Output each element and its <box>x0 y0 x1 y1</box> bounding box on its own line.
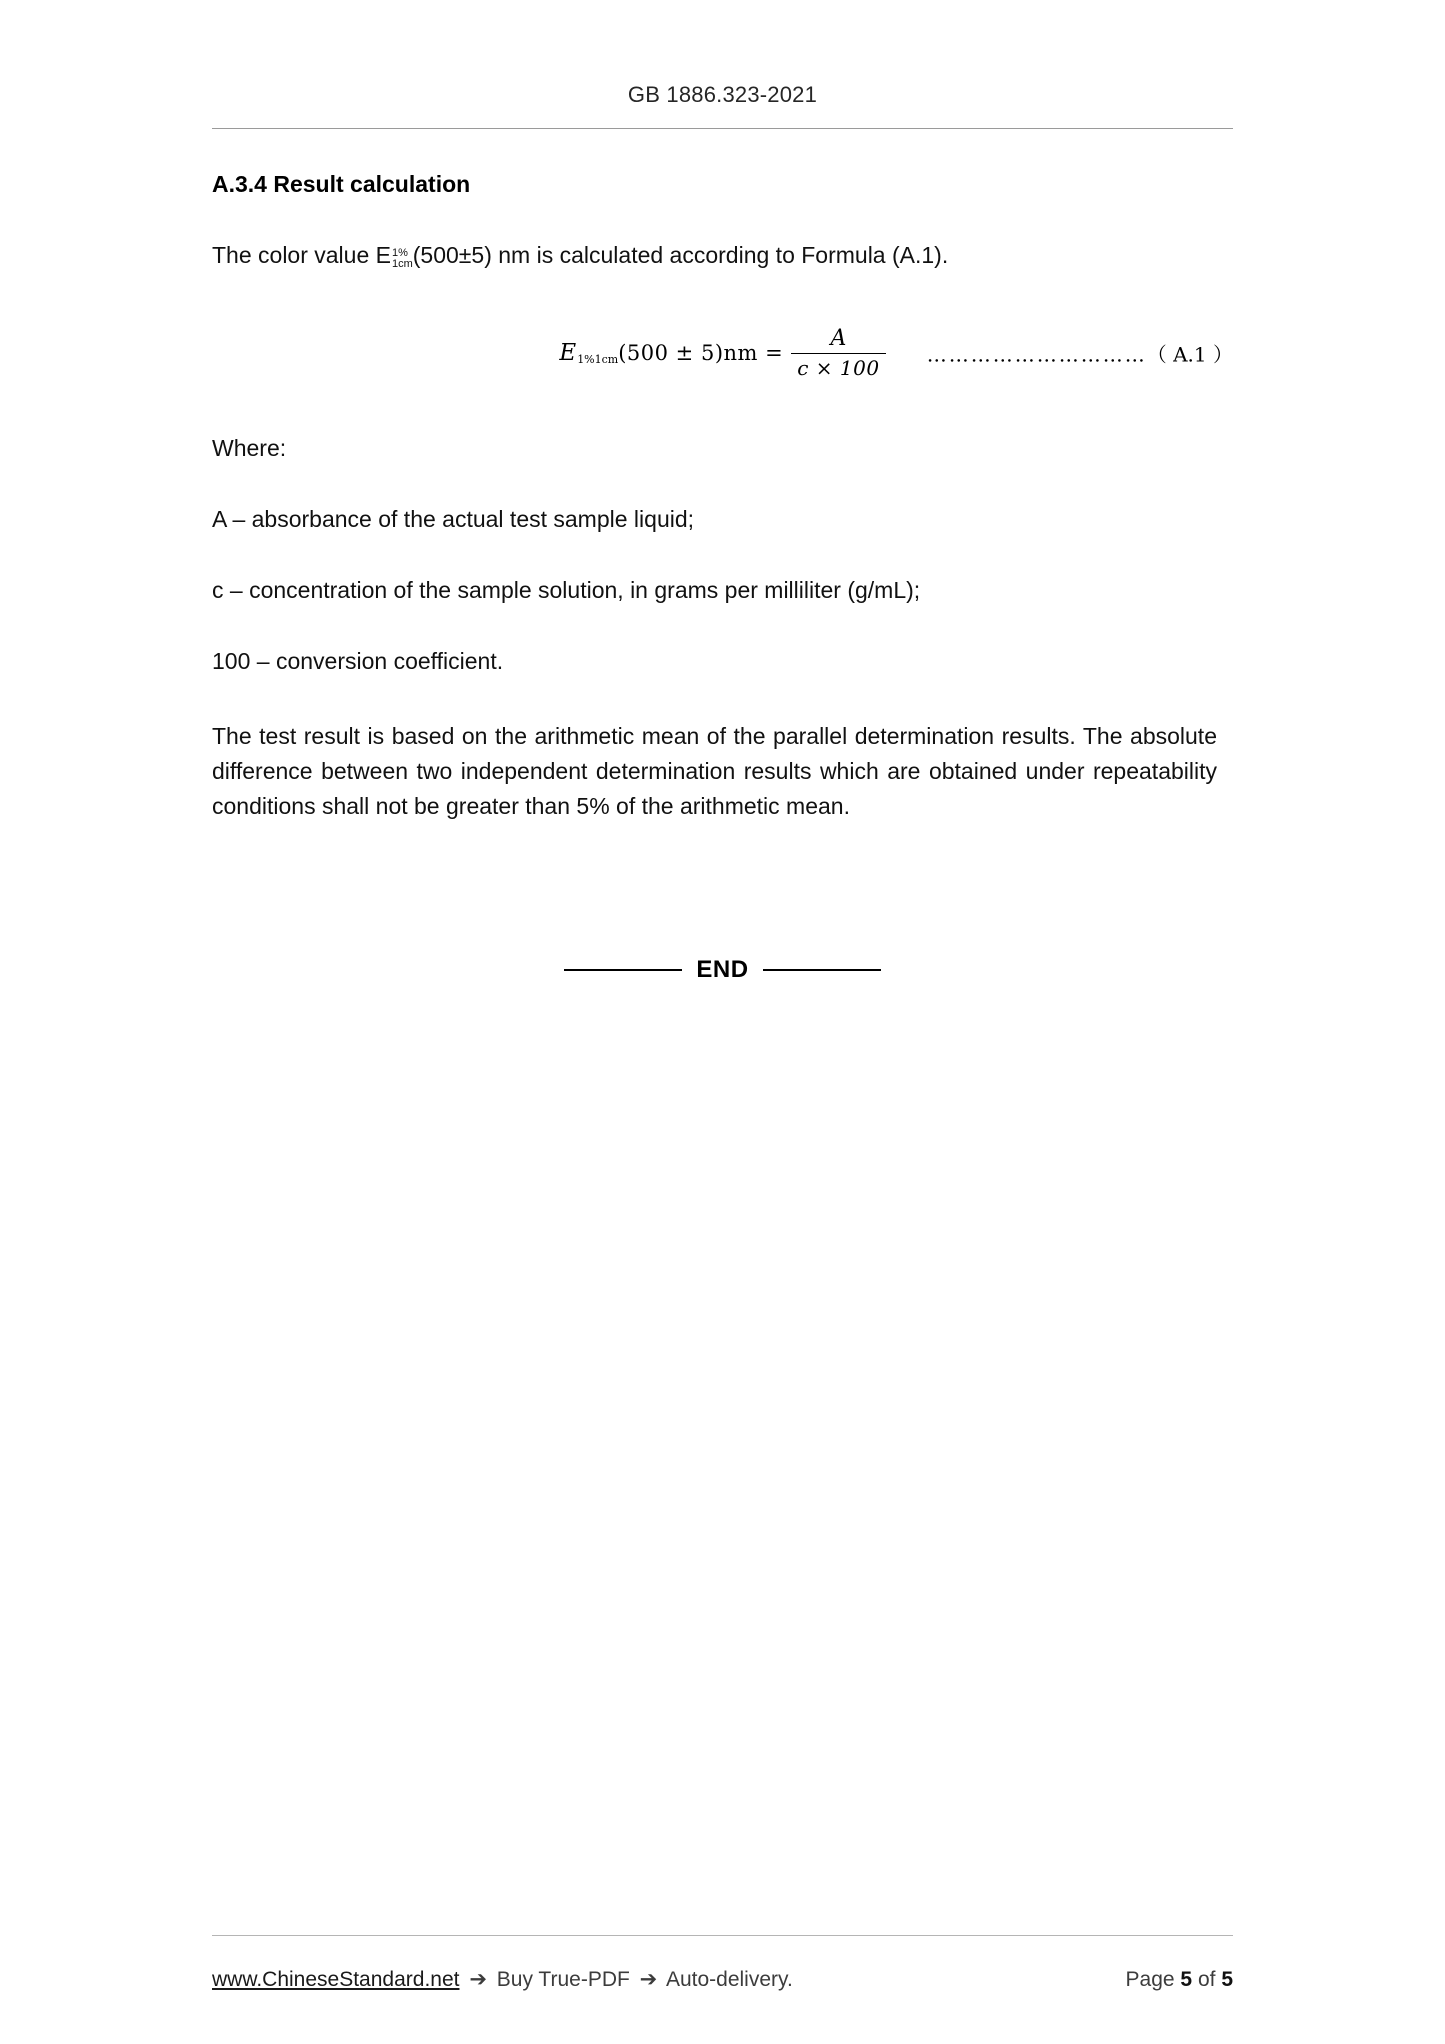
formula-number-group <box>927 339 1233 368</box>
footer-divider <box>212 1935 1233 1936</box>
formula-arguments: (500 ± 5)nm = <box>618 341 784 366</box>
website-link[interactable]: www.ChineseStandard.net <box>212 1968 460 1991</box>
end-label: END <box>696 955 749 983</box>
end-marker <box>212 956 1233 984</box>
page-number: 5 <box>1180 1968 1193 1991</box>
formula-subscript: 1cm <box>594 353 619 367</box>
header-divider <box>212 128 1233 129</box>
color-value-superscript: 1% <box>391 246 408 259</box>
formula-number: （ A.1 ） <box>1146 342 1233 367</box>
formula-block <box>212 315 1233 391</box>
page-word: Page <box>1125 1968 1175 1991</box>
color-value-index <box>392 248 413 270</box>
formula-denominator-number: 100 <box>839 356 880 381</box>
formula-denominator-c: c <box>797 356 809 381</box>
color-value-subscript: 1cm <box>391 258 413 271</box>
formula-symbol: E <box>559 340 577 367</box>
formula-denominator <box>791 354 885 380</box>
arrow-right-icon-2: ➔ <box>639 1967 658 1991</box>
end-rule-left <box>564 969 682 971</box>
buy-label: Buy True-PDF <box>496 1968 630 1991</box>
footer-promo <box>212 1967 793 1992</box>
of-word: of <box>1197 1968 1216 1991</box>
arrow-right-icon: ➔ <box>469 1967 487 1991</box>
formula-leader-dots: ………………………… <box>926 342 1147 367</box>
closing-paragraph: The test result is based on the arithmetic mean of the parallel determination results. The absolute difference between two independent determination results which are obtained under repeatability conditions shall not be greater than 5% of the arithmetic mean. <box>212 722 1217 819</box>
delivery-label: Auto-delivery. <box>665 1968 793 1991</box>
definition-concentration: c – concentration of the sample solution, in grams per milliliter (g/mL); <box>212 577 921 604</box>
formula-denominator-times: × <box>808 356 840 381</box>
document-body <box>212 168 1233 984</box>
definition-absorbance: A – absorbance of the actual test sample liquid; <box>212 506 695 533</box>
formula-superscript: 1% <box>577 353 595 367</box>
end-rule-right <box>763 969 881 971</box>
standard-code: GB 1886.323-2021 <box>627 82 818 107</box>
page-header <box>0 82 1445 108</box>
formula-numerator: A <box>830 325 847 351</box>
formula-fraction <box>791 326 885 381</box>
page-indicator <box>1126 1968 1233 1992</box>
page-footer <box>212 1967 1233 1992</box>
intro-text-after: (500±5) nm is calculated according to Formula (A.1). <box>412 242 949 269</box>
formula-expression <box>559 326 885 381</box>
definition-coefficient: 100 – conversion coefficient. <box>212 648 504 674</box>
formula-index <box>577 354 618 366</box>
section-title: A.3.4 Result calculation <box>212 171 471 197</box>
intro-paragraph <box>212 238 1233 273</box>
formula-lhs <box>559 340 783 366</box>
where-label: Where: <box>212 435 287 462</box>
page-total: 5 <box>1221 1968 1233 1991</box>
intro-text-before: The color value E <box>212 242 391 269</box>
